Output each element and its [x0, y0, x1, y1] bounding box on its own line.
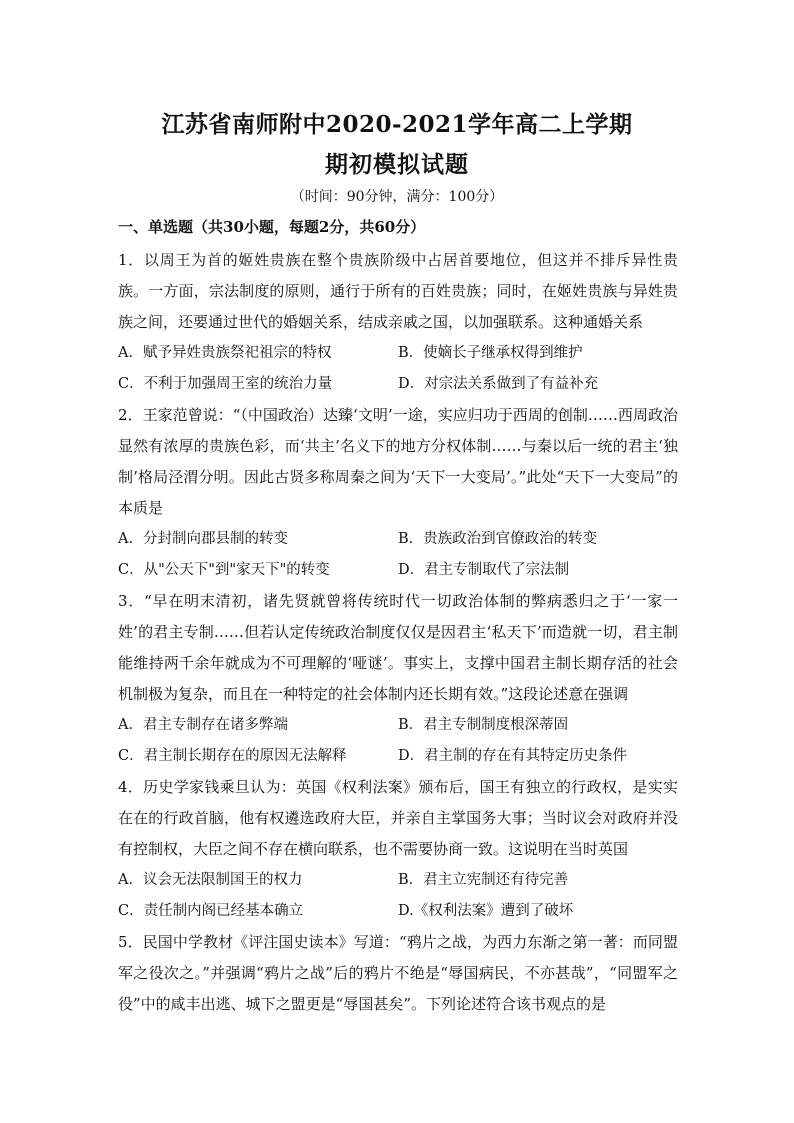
question-5 [118, 927, 678, 1020]
question-stem: 5．民国中学教材《评注国史读本》写道：“鸦片之战，为西力东渐之第一著：而同盟军之役次之。”并强调“鸦片之战”后的鸦片不绝是“辱国病民，不亦甚哉”，“同盟军之役”中的咸丰出逃、城下之盟更是“辱国甚矣”。下列论述符合该书观点的是 [118, 933, 678, 1013]
section-heading: 一、单选题（共30小题，每题2分，共60分） [118, 218, 426, 236]
option-b: B．贵族政治到官僚政治的转变 [398, 531, 598, 547]
option-c: C．君主制长期存在的原因无法解释 [118, 748, 347, 764]
question-3 [118, 586, 678, 772]
option-a: A．君主专制存在诸多弊端 [118, 717, 288, 733]
question-2 [118, 400, 678, 586]
option-c: C．不利于加强周王室的统治力量 [118, 376, 333, 392]
question-1 [118, 245, 678, 400]
option-d: D．君主制的存在有其特定历史条件 [398, 748, 628, 764]
question-stem: 4．历史学家钱乘旦认为：英国《权利法案》颁布后，国王有独立的行政权，是实实在在的行政首脑，他有权遴选政府大臣，并亲自主掌国务大事；当时议会对政府并没有控制权，大臣之间不存在横向联系，也不需要协商一致。这说明在当时英国 [118, 778, 678, 858]
option-c: C．从"公天下"到"家天下"的转变 [118, 562, 330, 578]
question-options [118, 710, 678, 772]
option-d: D．对宗法关系做到了有益补充 [398, 376, 599, 392]
questions-container [118, 245, 678, 1020]
exam-meta: （时间：90分钟，满分：100分） [290, 189, 504, 205]
question-options [118, 524, 678, 586]
document-title: 江苏省南师附中2020-2021学年高二上学期 [161, 111, 633, 138]
option-b: B．君主立宪制还有待完善 [398, 872, 569, 888]
option-a: A．议会无法限制国王的权力 [118, 872, 303, 888]
option-a: A．赋予异姓贵族祭祀祖宗的特权 [118, 345, 332, 361]
question-stem: 1．以周王为首的姬姓贵族在整个贵族阶级中占居首要地位，但这并不排斥异性贵族。一方面，宗法制度的原则，通行于所有的百姓贵族；同时，在姬姓贵族与异姓贵族之间，还要通过世代的婚姻关系，结成亲戚之国，以加强联系。这种通婚关系 [118, 251, 678, 331]
option-c: C．责任制内阁已经基本确立 [118, 903, 304, 919]
option-d: D．君主专制取代了宗法制 [398, 562, 570, 578]
question-stem: 3．“早在明末清初，诸先贤就曾将传统时代一切政治体制的弊病悉归之于‘一家一姓’的君主专制……但若认定传统政治制度仅仅是因君主‘私天下’而造就一切，君主制能维持两千余年就成为不可理解的‘哑谜’。事实上，支撑中国君主制长期存活的社会机制极为复杂，而且在一种特定的社会体制内还长期有效。”这段论述意在强调 [118, 592, 678, 703]
option-a: A．分封制向郡县制的转变 [118, 531, 288, 547]
question-options [118, 338, 678, 400]
question-stem: 2．王家范曾说：“（中国政治）达臻‘文明’一途，实应归功于西周的创制……西周政治显然有浓厚的贵族色彩，而‘共主’名义下的地方分权体制……与秦以后一统的君主‘独制’格局泾渭分明。因此古贤多称周秦之间为‘天下一大变局’。”此处“天下一大变局”的本质是 [118, 406, 678, 517]
question-4 [118, 772, 678, 927]
question-options [118, 865, 678, 927]
option-b: B．君主专制制度根深蒂固 [398, 717, 569, 733]
option-b: B．使嫡长子继承权得到维护 [398, 345, 583, 361]
option-d: D.《权利法案》遭到了破坏 [398, 903, 574, 919]
document-subtitle: 期初模拟试题 [325, 151, 469, 178]
